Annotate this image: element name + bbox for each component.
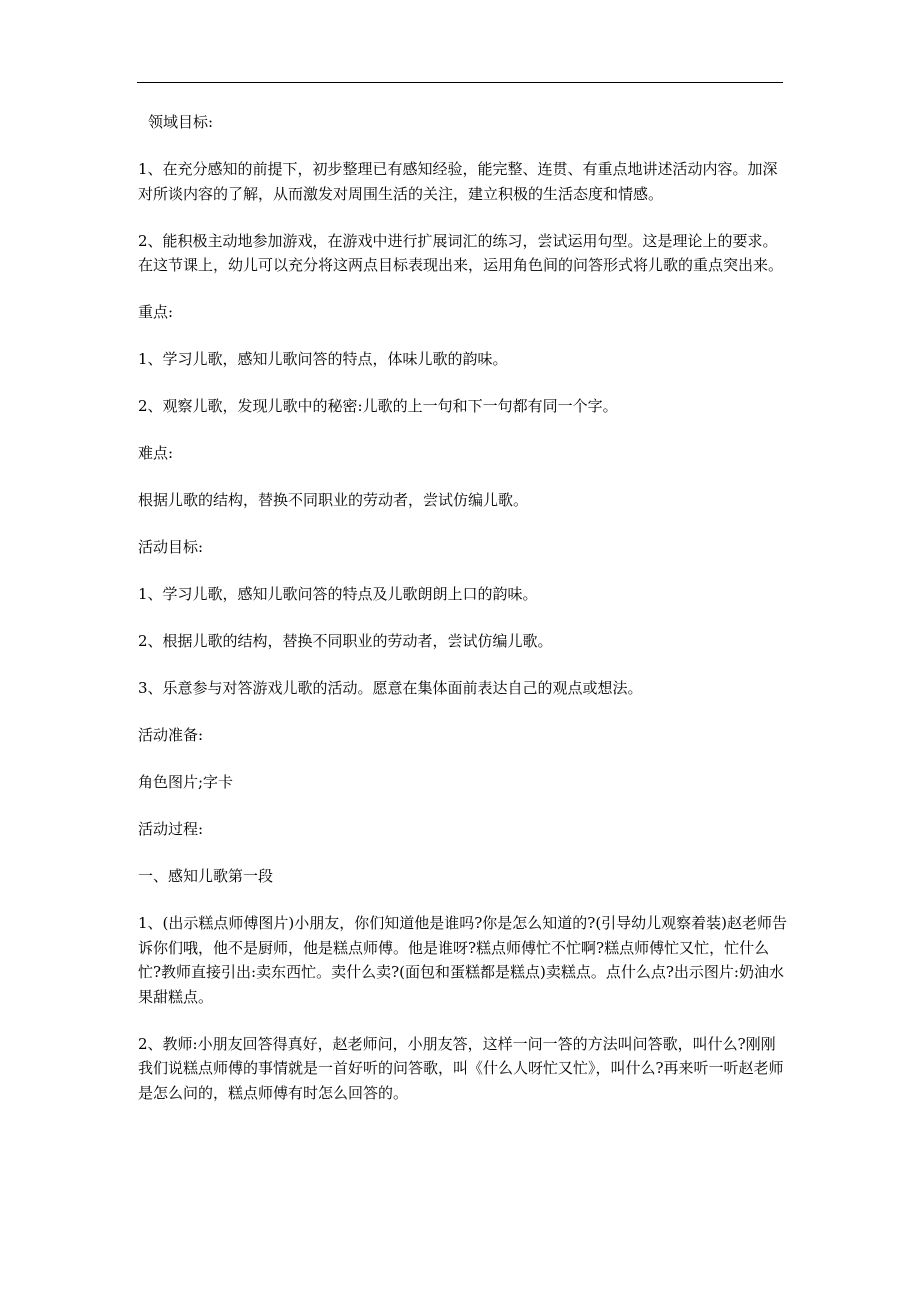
document-body — [138, 110, 790, 1128]
heading-key-points: 重点: — [138, 303, 174, 321]
heading-activity-goals: 活动目标: — [138, 538, 204, 556]
paragraph-goal-2: 2、能积极主动地参加游戏，在游戏中进行扩展词汇的练习，尝试运用句型。这是理论上的要求。在这节课上，幼儿可以充分将这两点目标表现出来，运用角色间的问答形式将儿歌的重点突出来。 — [138, 231, 784, 274]
paragraph-preparation: 角色图片;字卡 — [138, 773, 234, 791]
heading-section-1: 一、感知儿歌第一段 — [138, 867, 274, 885]
paragraph-key-point-1: 1、学习儿歌，感知儿歌问答的特点，体味儿歌的韵味。 — [138, 350, 508, 368]
header-rule — [137, 82, 783, 83]
paragraph-key-point-2: 2、观察儿歌，发现儿歌中的秘密:儿歌的上一句和下一句都有同一个字。 — [138, 397, 618, 415]
heading-difficulties: 难点: — [138, 444, 174, 462]
paragraph-activity-goal-1: 1、学习儿歌，感知儿歌问答的特点及儿歌朗朗上口的韵味。 — [138, 585, 538, 603]
heading-preparation: 活动准备: — [138, 726, 204, 744]
paragraph-activity-goal-2: 2、根据儿歌的结构，替换不同职业的劳动者，尝试仿编儿歌。 — [138, 632, 553, 650]
paragraph-activity-goal-3: 3、乐意参与对答游戏儿歌的活动。愿意在集体面前表达自己的观点或想法。 — [138, 679, 643, 697]
paragraph-difficulty: 根据儿歌的结构，替换不同职业的劳动者，尝试仿编儿歌。 — [138, 491, 529, 509]
paragraph-process-2: 2、教师:小朋友回答得真好，赵老师问，小朋友答，这样一问一答的方法叫问答歌，叫什么?刚刚我们说糕点师傅的事情就是一首好听的问答歌，叫《什么人呀忙又忙》，叫什么?再来听一听赵老师是怎么问的，糕点师傅有时怎么回答的。 — [138, 1034, 784, 1102]
paragraph-goal-1: 1、在充分感知的前提下，初步整理已有感知经验，能完整、连贯、有重点地讲述活动内容。加深对所谈内容的了解，从而激发对周围生活的关注，建立积极的生活态度和情感。 — [138, 160, 778, 203]
heading-domain-goals: 领域目标: — [148, 113, 214, 131]
paragraph-process-1: 1、(出示糕点师傅图片)小朋友，你们知道他是谁吗?你是怎么知道的?(引导幼儿观察着装)赵老师告诉你们哦，他不是厨师，他是糕点师傅。他是谁呀?糕点师傅忙不忙啊?糕点师傅忙又忙，忙什么忙?教师直接引出:卖东西忙。卖什么卖?(面包和蛋糕都是糕点)卖糕点。点什么点?出示图片:奶油水果甜糕点。 — [138, 914, 788, 1006]
heading-process: 活动过程: — [138, 820, 204, 838]
